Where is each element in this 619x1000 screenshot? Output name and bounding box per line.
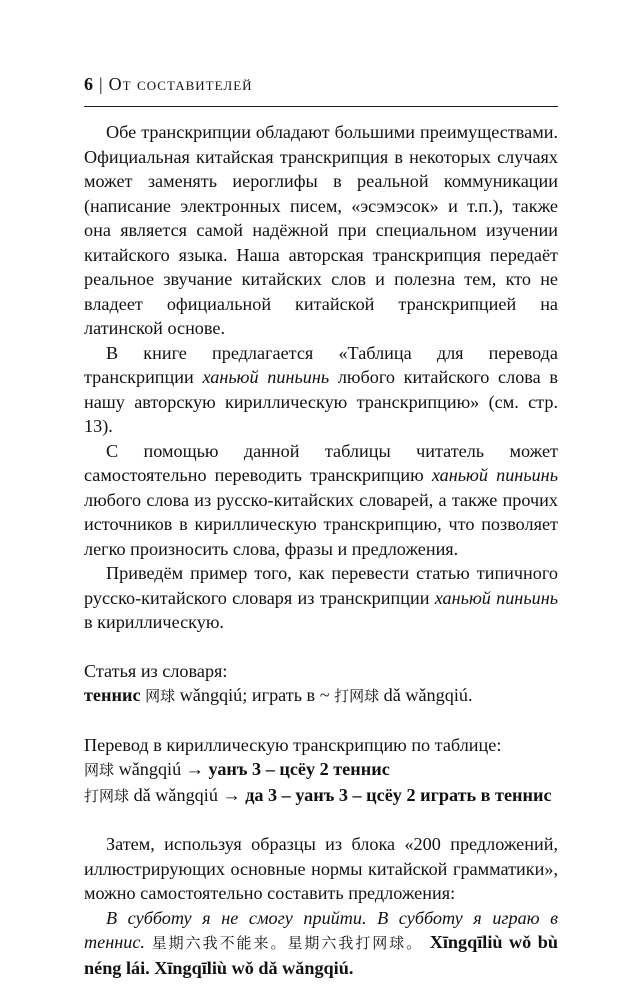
final-paragraph: Затем, используя образцы из блока «200 предложений, иллюстрирующих основные нормы китайской грамматики», можно самостоятельно составить предложения: [84, 834, 558, 903]
hanzi: 打网球 [84, 786, 130, 805]
section-title: От составителей [108, 74, 253, 94]
pinyin: dǎ wǎngqiú. [379, 685, 473, 705]
example-pinyin: Xīngqīliù wǒ bù néng lái. Xīngqīliù wǒ dǎ wǎngqiú. [84, 932, 558, 978]
translation-label: Перевод в кириллическую транскрипцию по таблице: [84, 734, 502, 755]
pinyin-term: ханьюй пиньинь [202, 367, 330, 387]
headword: теннис [84, 685, 141, 705]
cyrillic-result: да 3 – уанъ 3 – цсёу 2 играть в теннис [245, 784, 552, 805]
running-header [84, 74, 558, 107]
example-russian: В субботу я не смогу прийти. В субботу я играю в теннис. [84, 907, 558, 952]
pinyin-term: ханьюй пиньинь [434, 587, 559, 608]
hanzi: 打网球 [334, 687, 380, 705]
header-separator: | [99, 74, 103, 94]
example-sentence [84, 906, 558, 981]
paragraph-4-text-end: в кириллическую. [84, 612, 224, 632]
pinyin: dǎ wǎngqiú → [129, 784, 246, 805]
paragraph-2-text: В книге предлагается «Таблица для перевода транскрипции [84, 342, 558, 387]
paragraph-4 [84, 561, 558, 635]
paragraph-3-text-end: любого слова из русско-китайских словарей, а также прочих источников в кириллическую транскрипцию, что позволяет легко произносить слова, фразы и предложения. [84, 489, 558, 559]
pinyin: wǎngqiú → [114, 759, 209, 779]
cyrillic-result: уанъ 3 – цсёу 2 теннис [208, 759, 390, 779]
paragraph-2 [84, 341, 558, 439]
paragraph-3 [84, 439, 558, 562]
translation-line-2 [84, 783, 558, 809]
pinyin-term: ханьюй пиньинь [431, 465, 558, 485]
paragraph-1: Обе транскрипции обладают большими преимуществами. Официальная китайская транскрипция в некоторых случаях может заменять иероглифы в реальной коммуникации (написание электронных писем, «эсэмэсок» и т.п.), также она является самой надёжной при специальном изучении китайского языка. Наша авторская транскрипция передаёт реальное звучание китайских слов и полезна тем, кто не владеет официальной китайской транскрипцией на латинской основе. [84, 122, 558, 338]
hanzi: 网球 [84, 761, 115, 779]
pinyin: wǎngqiú; играть в ~ [175, 685, 335, 705]
dictionary-entry [84, 683, 558, 709]
page-number: 6 [84, 74, 93, 94]
dictionary-label: Статья из словаря: [84, 660, 228, 681]
paragraph-4-text: Приведём пример того, как перевести статью типичного русско-китайского словаря из транскрипции [84, 563, 558, 608]
example-hanzi: 星期六我不能来。星期六我打网球。 [144, 934, 424, 952]
paragraph-2-text-end: любого китайского слова в нашу авторскую кириллическую транскрипцию» (см. стр. 13). [84, 367, 558, 436]
paragraph-3-text: С помощью данной таблицы читатель может самостоятельно переводить транскрипцию [84, 440, 558, 485]
page-body [84, 120, 558, 980]
hanzi: 网球 [145, 687, 176, 705]
translation-line-1 [84, 757, 558, 783]
